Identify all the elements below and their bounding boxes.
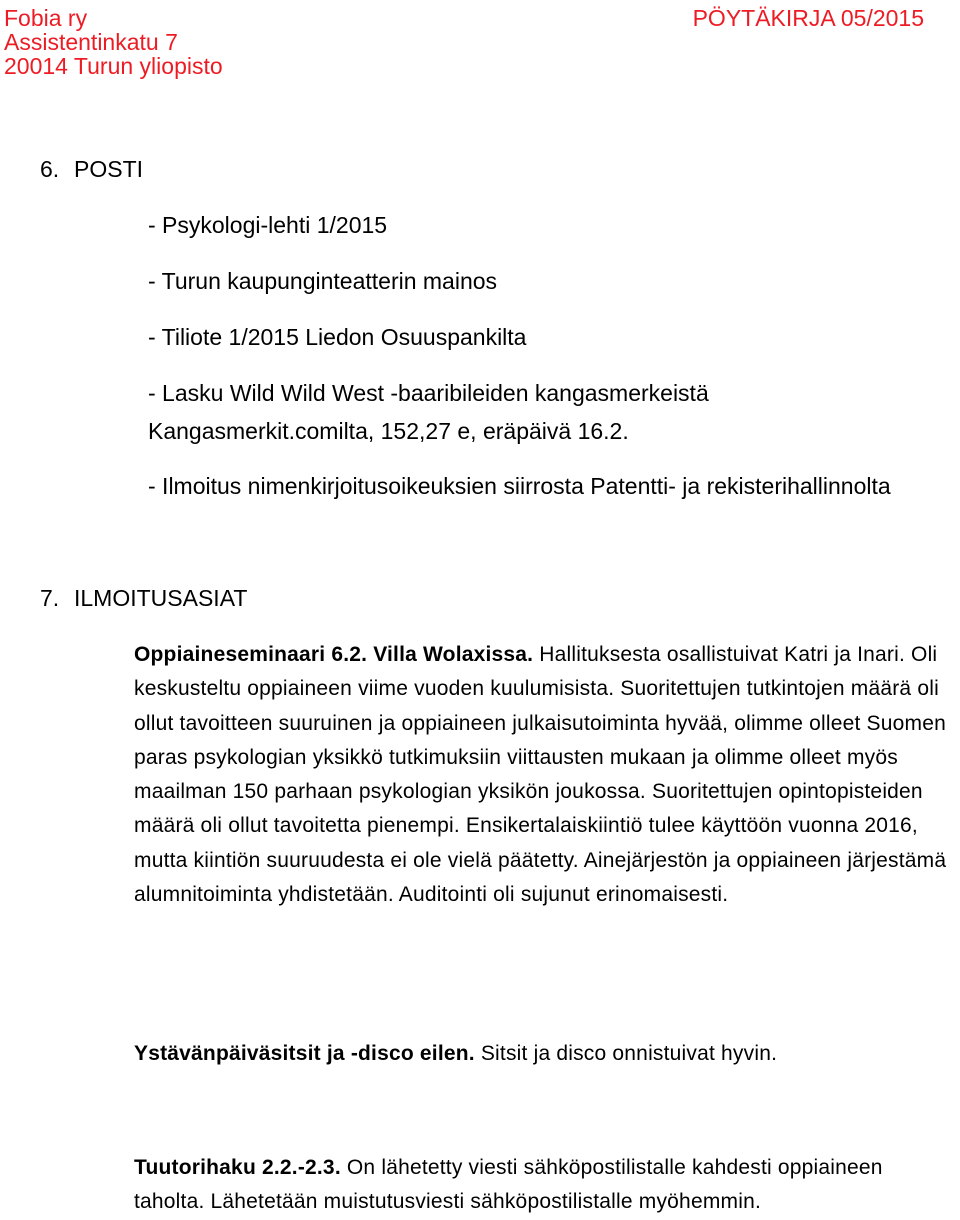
mail-item: - Lasku Wild Wild West -baaribileiden kangasmerkeistä bbox=[148, 380, 709, 406]
section-heading-posti bbox=[40, 155, 143, 183]
organization-postal-address: 20014 Turun yliopisto bbox=[4, 53, 223, 79]
mail-item-continuation: Kangasmerkit.comilta, 152,27 e, eräpäivä 16.2. bbox=[148, 418, 629, 444]
section-number: 6. bbox=[40, 156, 60, 182]
section-title: ILMOITUSASIAT bbox=[74, 585, 248, 611]
mail-item: - Tiliote 1/2015 Liedon Osuuspankilta bbox=[148, 324, 527, 350]
announcement-paragraph bbox=[134, 1151, 958, 1220]
announcement-text: On lähetetty viesti sähköpostilistalle kahdesti oppiaineen taholta. Lähetetään muistutusviesti sähköpostilistalle myöhemmin. bbox=[134, 1156, 883, 1214]
announcement-paragraph bbox=[134, 1037, 958, 1071]
announcement-paragraph bbox=[134, 638, 958, 912]
section-number: 7. bbox=[40, 585, 60, 611]
announcement-heading: Tuutorihaku 2.2.-2.3. bbox=[134, 1156, 341, 1179]
mail-item: - Ilmoitus nimenkirjoitusoikeuksien siirrosta Patentti- ja rekisterihallinnolta bbox=[148, 473, 891, 499]
organization-street-address: Assistentinkatu 7 bbox=[4, 29, 178, 55]
mail-item: - Psykologi-lehti 1/2015 bbox=[148, 212, 388, 238]
section-title: POSTI bbox=[74, 156, 144, 182]
organization-name: Fobia ry bbox=[4, 5, 88, 31]
announcement-text: Hallituksesta osallistuivat Katri ja Inari. Oli keskusteltu oppiaineen viime vuoden kuulumisista. Suoritettujen tutkintojen määrä oli ollut tavoitteen suuruinen ja oppiaineen julkaisutoiminta hyvää, olimme olleet Suomen paras psykologian yksikkö tutkimuksiin viittausten mukaan ja olimme olleet myös maailman 150 parhaan psykologian yksikön joukossa. Suoritettujen opintopisteiden määrä oli ollut tavoitetta pienempi. Ensikertalaiskiintiö tulee käyttöön vuonna 2016, mutta kiintiön suuruudesta ei ole vielä päätetty. Ainejärjestön ja oppiaineen järjestämä alumnitoiminta yhdistetään. Auditointi oli sujunut erinomaisesti. bbox=[134, 643, 947, 907]
announcement-text: Sitsit ja disco onnistuivat hyvin. bbox=[474, 1042, 778, 1065]
mail-item: - Turun kaupunginteatterin mainos bbox=[148, 268, 498, 294]
document-title: PÖYTÄKIRJA 05/2015 bbox=[692, 5, 924, 31]
announcement-heading: Oppiaineseminaari 6.2. Villa Wolaxissa. bbox=[134, 643, 534, 666]
announcement-heading: Ystävänpäiväsitsit ja -disco eilen. bbox=[134, 1042, 475, 1065]
section-heading-ilmoitusasiat bbox=[40, 584, 247, 612]
